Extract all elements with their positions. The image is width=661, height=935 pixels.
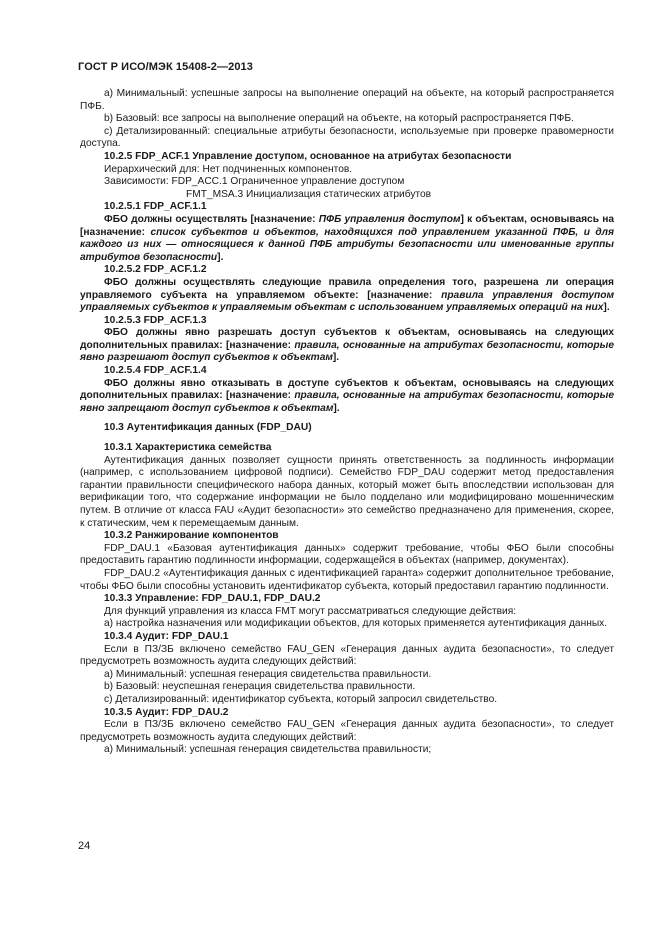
section-heading	[80, 201, 614, 214]
paragraph	[80, 113, 614, 126]
text-run: FDP_DAU.2 «Аутентификация данных с идентификацией гаранта» содержит дополнительное требование, чтобы ФБО были способны установить идентификатор субъекта, который предоставил гарантию подлинности.	[80, 567, 614, 592]
italic-text-run: правила управления доступом управляемых субъектов к управляемым объектам с использованием управляемых операций на них	[80, 289, 615, 314]
section-heading	[80, 151, 614, 164]
page-number: 24	[78, 840, 91, 852]
text-run: ].	[332, 352, 340, 364]
text-run: 10.3.4 Аудит: FDP_DAU.1	[104, 630, 229, 642]
text-run: c) Детализированный: специальные атрибуты безопасности, используемые при проверке правомерности доступа.	[80, 125, 614, 150]
paragraph	[80, 644, 614, 669]
paragraph	[80, 189, 614, 202]
section-heading	[80, 422, 614, 435]
text-run: a) Минимальный: успешные запросы на выполнение операций на объекте, на который распространяется ПФБ.	[80, 88, 614, 112]
text-run: ].	[217, 251, 224, 263]
text-run: Если в ПЗ/ЗБ включено семейство FAU_GEN «Генерация данных аудита безопасности», то следует предусмотреть возможность аудита следующих действий:	[80, 643, 614, 668]
text-run: ].	[333, 402, 340, 414]
text-run: FDP_DAU.1 «Базовая аутентификация данных» содержит требование, чтобы ФБО были способны предоставить гарантию подлинности информации, содержащейся в объектах (например, документах).	[80, 542, 614, 567]
paragraph	[80, 568, 614, 593]
text-run: а) Минимальный: успешная генерация свидетельства правильности;	[104, 744, 432, 756]
text-run: а) настройка назначения или модификации объектов, для которых применяется аутентификация данных.	[104, 618, 608, 630]
paragraph	[80, 744, 614, 757]
text-run: b) Базовый: все запросы на выполнение операций на объекте, на который распространяется ПФБ.	[104, 113, 574, 125]
text-run: FMT_MSA.3 Инициализация статических атрибутов	[186, 188, 432, 200]
text-run: 10.2.5.4 FDP_ACF.1.4	[104, 365, 207, 377]
page-header-title: ГОСТ Р ИСО/МЭК 15408-2—2013	[78, 61, 253, 73]
text-run: 10.3.2 Ранжирование компонентов	[104, 530, 279, 542]
text-run: ФБО должны явно отказывать в доступе субъектов к объектам, основываясь на следующих дополнительных правилах: [назначение:	[80, 377, 614, 402]
document-body	[80, 88, 614, 757]
section-heading	[80, 593, 614, 606]
text-run: 10.3.3 Управление: FDP_DAU.1, FDP_DAU.2	[104, 593, 321, 605]
text-run: ФБО должны осуществлять [назначение:	[104, 213, 319, 225]
text-run: ] к объектам, основываясь на [назначение:	[80, 213, 615, 238]
text-run: c) Детализированный: идентификатор субъекта, который запросил свидетельство.	[104, 693, 498, 705]
text-run: а) Минимальный: успешная генерация свидетельства правильности.	[104, 668, 432, 680]
paragraph	[80, 327, 614, 365]
text-run: 10.2.5.3 FDP_ACF.1.3	[104, 314, 207, 326]
text-run: ФБО должны явно разрешать доступ субъектов к объектам, основываясь на следующих дополнительных правилах: [назначение:	[80, 327, 614, 351]
section-heading	[80, 264, 614, 277]
text-run: 10.2.5 FDP_ACF.1 Управление доступом, основанное на атрибутах безопасности	[104, 150, 512, 162]
paragraph	[80, 606, 614, 619]
italic-text-run: правила, основанные на атрибутах безопасности, которые явно запрещают доступ субъектов к объектам	[80, 390, 614, 414]
italic-text-run: список субъектов и объектов, находящихся под управлением указанной ПФБ, и для каждого из них — относящиеся к данной ПФБ атрибуты безопасности или именованные группы атрибутов безопасности	[80, 226, 614, 263]
text-run: Аутентификация данных позволяет сущности принять ответственность за подлинность информации (например, с использованием цифровой подписи). Семейство FDP_DAU содержит метод предоставления гарантии правильности специфического набора данных, который может быть впоследствии использован для верификации того, что содержание информации не было подделано или модифицировано мошенническим путем. В отличие от класса FAU «Аудит безопасности» это семейство предназначено для применения, скорее, к статическим, чем к перемещаемым данным.	[80, 454, 614, 529]
section-heading	[80, 365, 614, 378]
text-run: 10.2.5.2 FDP_ACF.1.2	[104, 264, 207, 276]
paragraph	[80, 669, 614, 682]
text-run: 10.3 Аутентификация данных (FDP_DAU)	[104, 422, 312, 434]
italic-text-run: правила, основанные на атрибутах безопасности, которые явно разрешают доступ субъектов к объектам	[80, 339, 614, 364]
section-heading	[80, 442, 614, 455]
paragraph	[80, 88, 614, 113]
section-heading	[80, 707, 614, 720]
paragraph	[80, 694, 614, 707]
paragraph	[80, 455, 614, 531]
section-heading	[80, 530, 614, 543]
paragraph	[80, 277, 614, 315]
text-run: b) Базовый: неуспешная генерация свидетельства правильности.	[104, 681, 416, 693]
text-run: 10.3.1 Характеристика семейства	[104, 442, 272, 454]
paragraph	[80, 126, 614, 151]
text-run: Иерархический для: Нет подчиненных компонентов.	[104, 163, 353, 175]
paragraph	[80, 214, 614, 264]
text-run: ФБО должны осуществлять следующие правила определения того, разрешена ли операция управляемого субъекта на управляемом объекте: [назначение:	[80, 276, 614, 301]
text-run: Зависимости: FDP_ACC.1 Ограниченное управление доступом	[104, 176, 405, 188]
paragraph	[80, 618, 614, 631]
section-heading	[80, 631, 614, 644]
text-run: 10.2.5.1 FDP_ACF.1.1	[104, 201, 207, 213]
text-run: Для функций управления из класса FMT могут рассматриваться следующие действия:	[104, 605, 517, 617]
paragraph	[80, 176, 614, 189]
text-run: 10.3.5 Аудит: FDP_DAU.2	[104, 706, 229, 718]
section-heading	[80, 315, 614, 328]
text-run: ].	[603, 302, 610, 314]
paragraph	[80, 681, 614, 694]
paragraph	[80, 378, 614, 416]
text-run: Если в ПЗ/ЗБ включено семейство FAU_GEN «Генерация данных аудита безопасности», то следует предусмотреть возможность аудита следующих действий:	[80, 719, 614, 743]
paragraph	[80, 543, 614, 568]
paragraph	[80, 719, 614, 744]
italic-text-run: ПФБ управления доступом	[318, 213, 461, 225]
paragraph	[80, 164, 614, 177]
